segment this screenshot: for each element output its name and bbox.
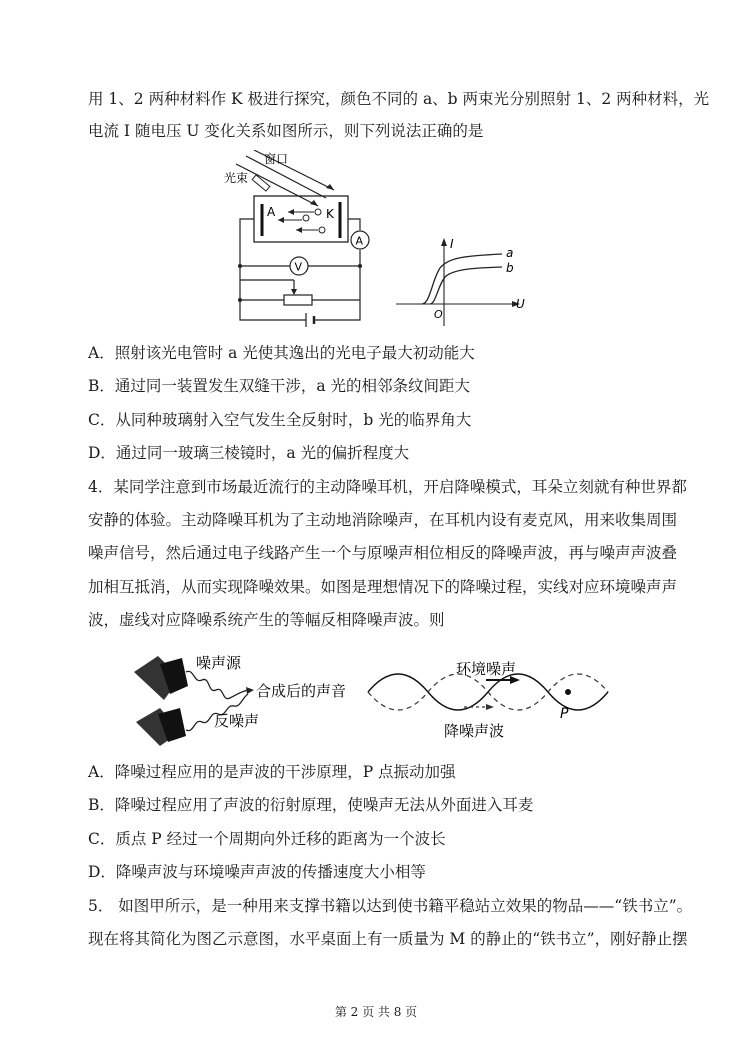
- page-footer: 第 2 页 共 8 页: [334, 1005, 418, 1019]
- speaker-icon: [136, 708, 186, 746]
- question4-stem-line4: 加相互抵消，从而实现降噪效果。如图是理想情况下的降噪过程，实线对应环境噪声声: [88, 578, 678, 596]
- option-b: B．通过同一装置发生双缝干涉，a 光的相邻条纹间距大: [88, 377, 471, 395]
- beam-label: 光束: [224, 171, 249, 185]
- graph-origin-label: O: [434, 308, 443, 321]
- option-c: C．从同种玻璃射入空气发生全反射时，b 光的临界角大: [88, 411, 472, 429]
- question4-stem-line3: 噪声信号，然后通过电子线路产生一个与原噪声相位相反的降噪声波，再与噪声声波叠: [88, 544, 678, 562]
- q4-option-c: C．质点 P 经过一个周期向外迁移的距离为一个波长: [88, 830, 446, 848]
- question3-stem-line2: 电流 I 随电压 U 变化关系如图所示，则下列说法正确的是: [88, 122, 484, 140]
- option-a: A．照射该光电管时 a 光使其逸出的光电子最大初动能大: [88, 344, 475, 362]
- reduce-wave-label: 降噪声波: [444, 722, 505, 740]
- question5-stem-line2: 现在将其简化为图乙示意图，水平桌面上有一质量为 M 的静止的“铁书立”，刚好静止摆: [88, 930, 688, 948]
- curve-b-label: b: [506, 261, 514, 275]
- graph-axis-i-label: I: [450, 237, 454, 251]
- question4-stem-line1: 4．某同学注意到市场最近流行的主动降噪耳机，开启降噪模式，耳朵立刻就有种世界都: [88, 478, 687, 496]
- q4-option-a: A．降噪过程应用的是声波的干涉原理，P 点振动加强: [88, 763, 456, 781]
- combined-sound-label: 合成后的声音: [256, 682, 347, 700]
- curve-a-label: a: [506, 246, 514, 260]
- window-label: 窗口: [264, 152, 289, 166]
- q4-option-d: D．降噪声波与环境噪声声波的传播速度大小相等: [88, 863, 426, 881]
- point-p-label: P: [560, 706, 569, 722]
- cathode-label: K: [326, 207, 334, 221]
- current-voltage-graph: [392, 234, 532, 330]
- voltmeter-label: V: [294, 260, 303, 274]
- ammeter-label: A: [355, 234, 364, 248]
- question4-stem-line5: 波，虚线对应降噪系统产生的等幅反相降噪声波。则: [88, 611, 445, 629]
- q4-option-b: B．降噪过程应用了声波的衍射原理，使噪声无法从外面进入耳麦: [88, 796, 534, 814]
- noise-source-label: 噪声源: [196, 654, 242, 672]
- photoelectric-circuit-figure: [218, 150, 390, 332]
- noise-cancel-figure: [130, 650, 630, 750]
- anti-noise-label: 反噪声: [214, 712, 260, 730]
- question3-stem-line1: 用 1、2 两种材料作 K 极进行探究，颜色不同的 a、b 两束光分别照射 1、2 两种材料，光: [88, 90, 710, 108]
- speaker-icon: [134, 656, 188, 700]
- option-d: D．通过同一玻璃三棱镜时，a 光的偏折程度大: [88, 444, 410, 462]
- graph-axis-u-label: U: [516, 297, 525, 311]
- env-noise-label: 环境噪声: [456, 660, 517, 678]
- question4-stem-line2: 安静的体验。主动降噪耳机为了主动地消除噪声，在耳机内设有麦克风，用来收集周围: [88, 511, 678, 529]
- anode-label: A: [267, 205, 276, 219]
- question5-stem-line1: 5． 如图甲所示，是一种用来支撑书籍以达到使书籍平稳站立效果的物品——“铁书立”。: [88, 897, 693, 915]
